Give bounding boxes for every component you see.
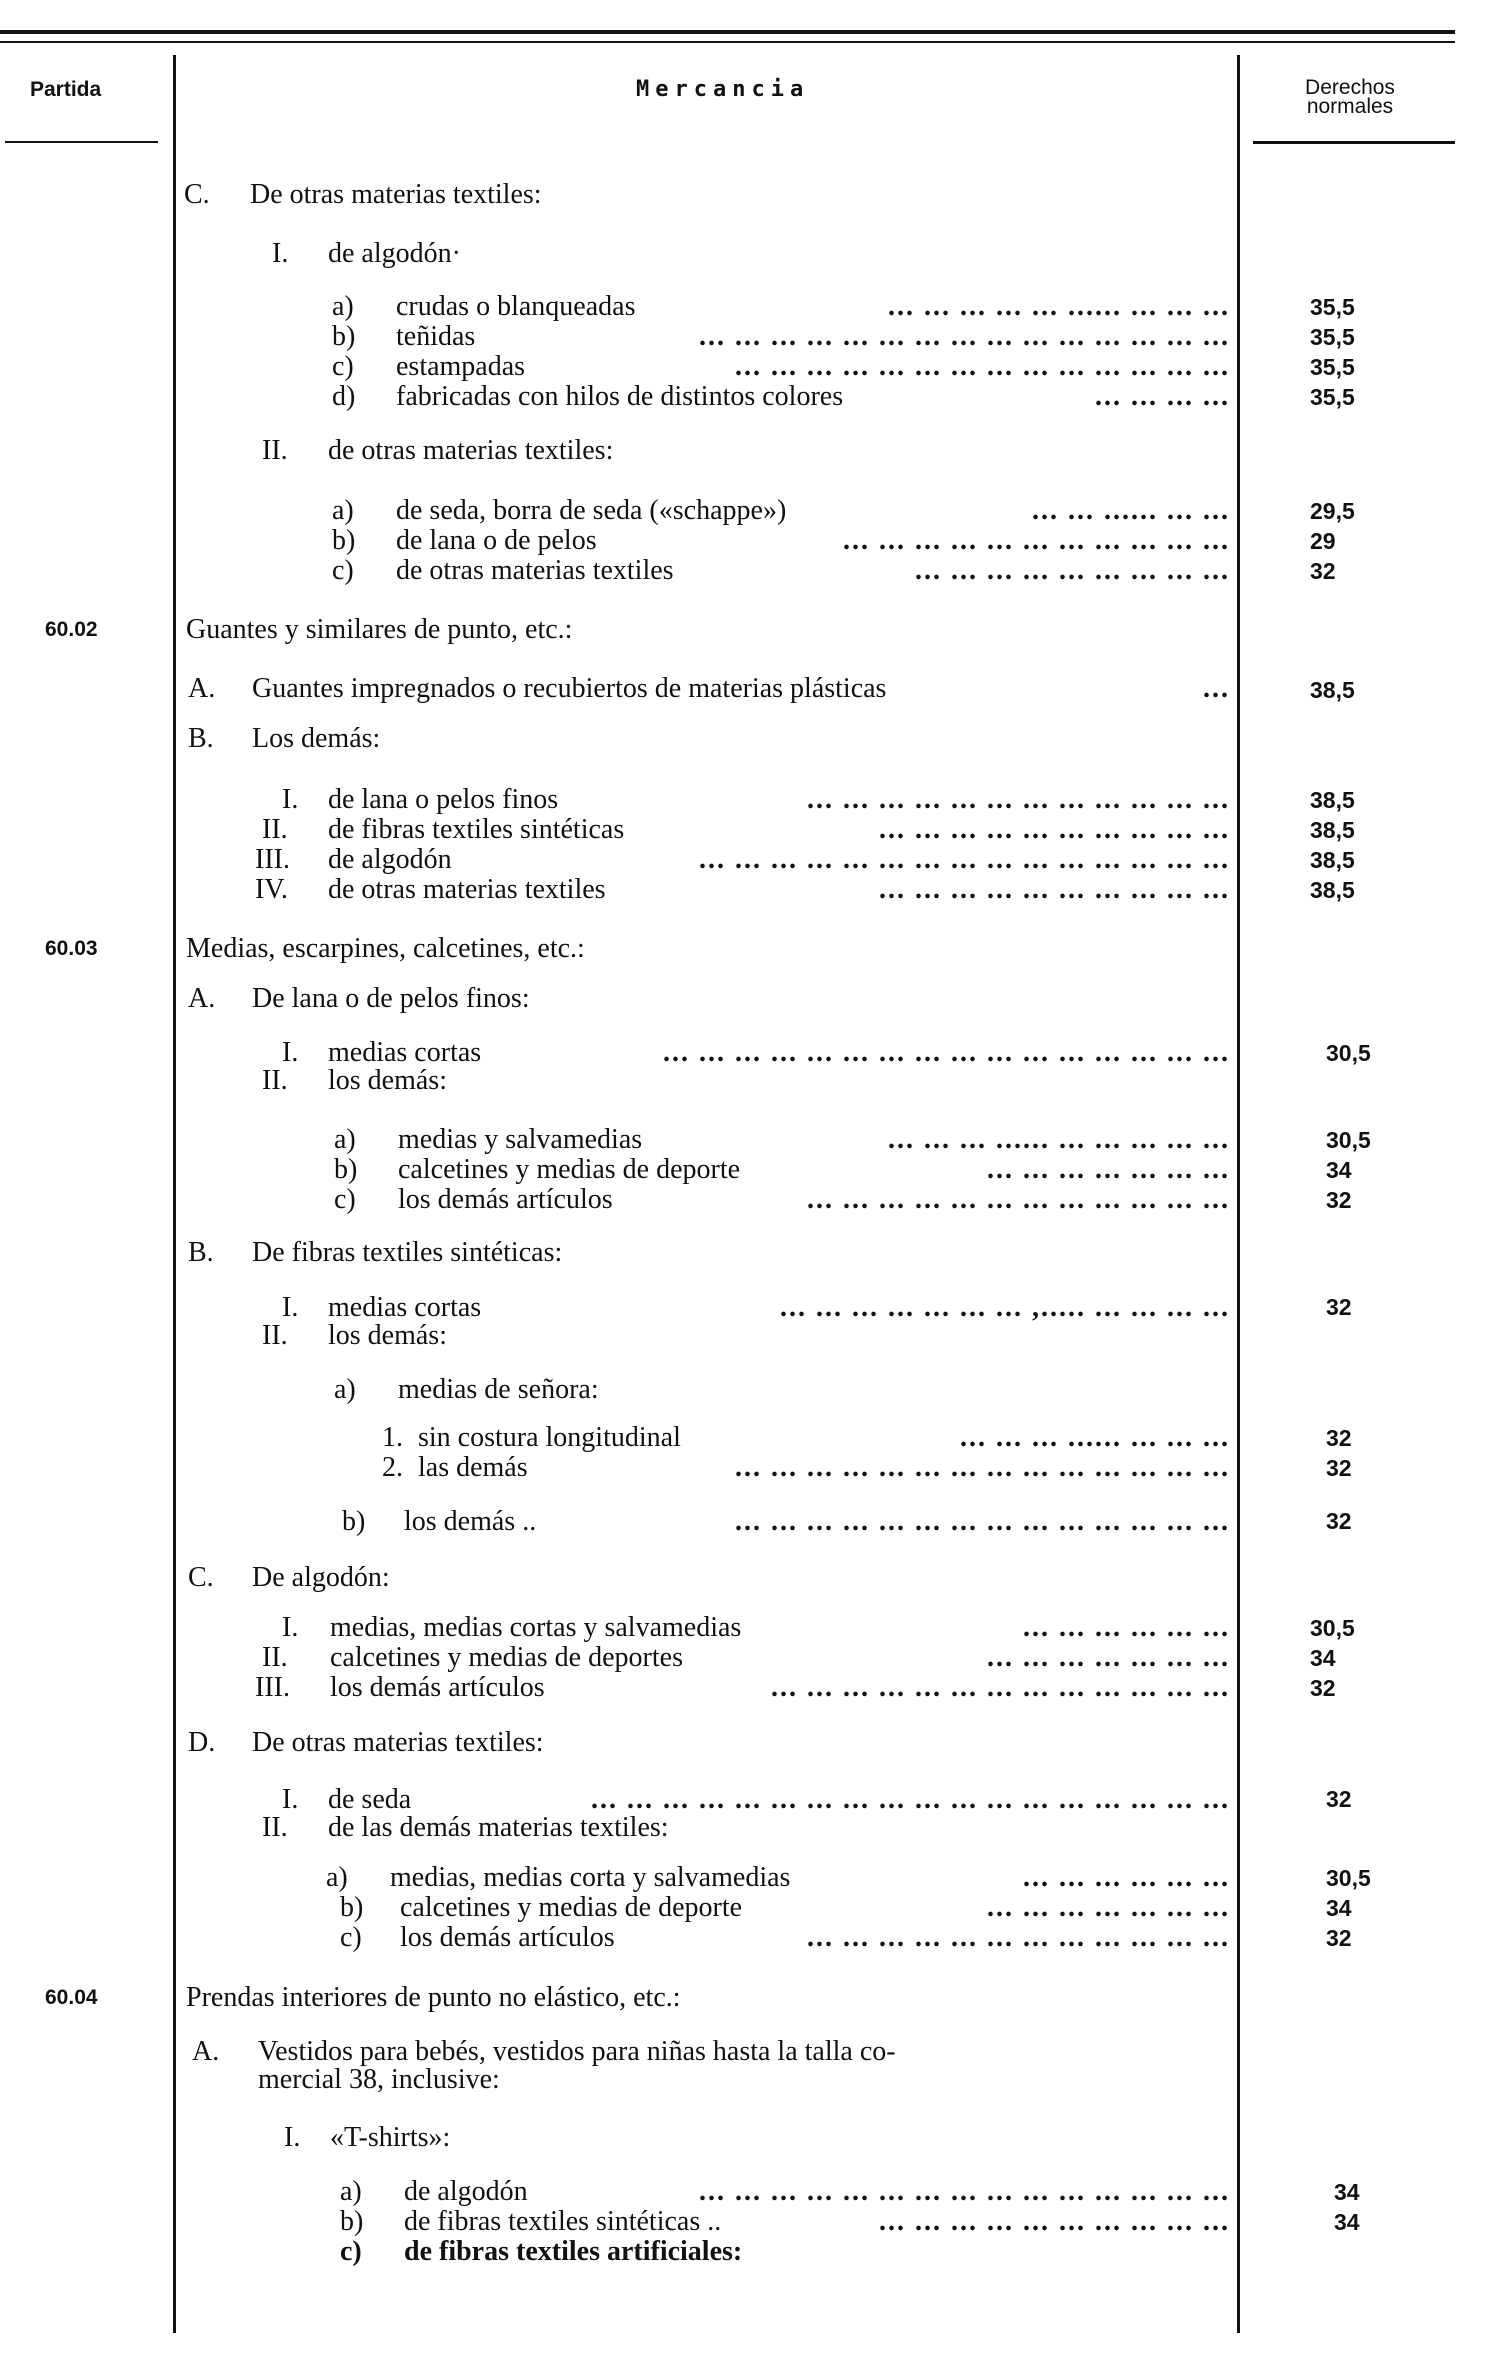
row-label: I. — [282, 1037, 299, 1068]
value-c-ii-c: 32 — [1310, 558, 1336, 584]
top-rule-thick — [0, 30, 1455, 34]
leader-dots: ... ... ... ... ... ... ... ... ... ... — [879, 814, 1230, 845]
row-text: los demás: — [328, 1320, 447, 1351]
leader-dots: ... ... ... ... ... ... ... ... ... ... — [879, 874, 1230, 905]
row-label: I. — [282, 784, 299, 815]
value-p-a-i-b: 34 — [1334, 2209, 1360, 2235]
row-text: De lana o de pelos finos: — [252, 983, 530, 1014]
row-text: Medias, escarpines, calcetines, etc.: — [186, 933, 585, 964]
row-text: Guantes y similares de punto, etc.: — [186, 614, 573, 645]
partida-6003: 60.03 — [45, 937, 98, 960]
row-label: a) — [334, 1124, 356, 1155]
row-label: C. — [184, 179, 210, 210]
row-label: II. — [262, 1065, 288, 1096]
row-text: medias, medias corta y salvamedias — [390, 1862, 791, 1893]
row-label: c) — [340, 2236, 362, 2267]
row-label: IV. — [255, 874, 288, 905]
row-text: medias cortas — [328, 1292, 482, 1323]
value-m-a-ii-a: 30,5 — [1326, 1127, 1371, 1153]
value-g-a: 38,5 — [1310, 677, 1355, 703]
row-label: A. — [192, 2036, 220, 2067]
row-text: sin costura longitudinal — [418, 1422, 681, 1453]
row-text: fabricadas con hilos de distintos colores — [396, 381, 844, 412]
leader-dots: ... ... ... ... ... ... ... ,..... ... ... ... ... — [780, 1292, 1230, 1323]
row-label: b) — [340, 2206, 364, 2237]
row-text-line1: Vestidos para bebés, vestidos para niñas hasta la talla co- — [258, 2036, 896, 2067]
value-c-i-d: 35,5 — [1310, 384, 1355, 410]
leader-dots: ... ... ... ... — [1095, 381, 1230, 412]
row-label: b) — [334, 1154, 358, 1185]
row-label: b) — [340, 1892, 364, 1923]
value-c-ii-b: 29 — [1310, 528, 1336, 554]
leader-dots: ... ... ... ... ... ... ... — [987, 1154, 1230, 1185]
value-c-i-b: 35,5 — [1310, 324, 1355, 350]
top-rule-thin — [0, 41, 1455, 43]
leader-dots: ... ... ... ... ... ... ... ... ... ... ... ... ... ... — [735, 1452, 1230, 1483]
row-text: De otras materias textiles: — [250, 179, 542, 210]
row-label: I. — [282, 1612, 299, 1643]
value-m-d-ii-c: 32 — [1326, 1925, 1352, 1951]
row-text: Prendas interiores de punto no elástico, etc.: — [186, 1982, 681, 2013]
row-p-a — [0, 2037, 1230, 2097]
value-m-b-i: 32 — [1326, 1294, 1352, 1320]
value-m-b-ii-a-1: 32 — [1326, 1425, 1352, 1451]
row-label: a) — [334, 1374, 356, 1405]
row-label: b) — [342, 1506, 366, 1537]
row-label: I. — [282, 1784, 299, 1815]
leader-dots: ... — [1203, 673, 1230, 704]
row-label: d) — [332, 381, 356, 412]
value-m-c-iii: 32 — [1310, 1675, 1336, 1701]
value-g-b-iii: 38,5 — [1310, 847, 1355, 873]
leader-dots: ... ... ... ... ... ... ... ... ... ... ... ... ... ... ... ... ... ... — [591, 1784, 1230, 1815]
leader-dots: ... ... ... ... ... ... ... — [987, 1642, 1230, 1673]
leader-dots: ... ... ... ... ... ... ... ... ... ... ... ... — [807, 1922, 1230, 1953]
row-text: calcetines y medias de deporte — [400, 1892, 743, 1923]
row-text: de lana o pelos finos — [328, 784, 559, 815]
leader-dots: ... ... ... ... ... ... — [1023, 1612, 1230, 1643]
row-text: de algodón· — [328, 238, 461, 269]
value-m-a-i: 30,5 — [1326, 1040, 1371, 1066]
row-label: A. — [188, 673, 216, 704]
row-text: medias, medias cortas y salvamedias — [330, 1612, 742, 1643]
row-text: Guantes impregnados o recubiertos de materias plásticas — [252, 673, 887, 704]
value-m-d-ii-a: 30,5 — [1326, 1865, 1371, 1891]
row-label: b) — [332, 525, 356, 556]
column-rule-right — [1237, 55, 1240, 2333]
row-label: III. — [255, 1672, 290, 1703]
header-partida: Partida — [30, 78, 102, 101]
row-text: medias cortas — [328, 1037, 482, 1068]
row-text: «T-shirts»: — [330, 2122, 451, 2153]
row-text: los demás artículos — [398, 1184, 613, 1215]
row-text: de lana o de pelos — [396, 525, 597, 556]
row-text: calcetines y medias de deporte — [398, 1154, 741, 1185]
row-text: calcetines y medias de deportes — [330, 1642, 683, 1673]
leader-dots: ... ... ... ...... ... ... ... — [960, 1422, 1230, 1453]
row-text: medias y salvamedias — [398, 1124, 643, 1155]
row-text: de las demás materias textiles: — [328, 1812, 669, 1843]
row-text: de seda, borra de seda («schappe») — [396, 495, 787, 526]
leader-dots: ... ... ... ... ... ... ... ... ... ... ... ... — [807, 784, 1230, 815]
row-text-line2: mercial 38, inclusive: — [258, 2064, 500, 2095]
value-m-d-ii-b: 34 — [1326, 1895, 1352, 1921]
leader-dots: ... ... ... ... ... ... — [1023, 1862, 1230, 1893]
leader-dots: ... ... ... ... ... ... ... ... ... ... ... — [843, 525, 1230, 556]
row-label: I. — [282, 1292, 299, 1323]
row-text: estampadas — [396, 351, 526, 382]
leader-dots: ... ... ...... ... ... — [1032, 495, 1230, 526]
header-rule-partida — [5, 141, 158, 143]
row-text: Los demás: — [252, 723, 381, 754]
row-text: crudas o blanqueadas — [396, 291, 636, 322]
row-text: de fibras textiles sintéticas .. — [404, 2206, 722, 2237]
row-label: II. — [262, 435, 288, 466]
header-derechos-line2: normales — [1306, 95, 1394, 118]
row-label: a) — [340, 2176, 362, 2207]
row-label: c) — [334, 1184, 356, 1215]
leader-dots: ... ... ... ...... ... ... ... ... ... — [888, 1124, 1230, 1155]
row-label: I. — [284, 2122, 301, 2153]
row-text: de algodón — [404, 2176, 528, 2207]
row-text: De otras materias textiles: — [252, 1727, 544, 1758]
leader-dots: ... ... ... ... ... ... ... ... ... — [915, 555, 1230, 586]
row-label: II. — [262, 1812, 288, 1843]
row-label: II. — [262, 1642, 288, 1673]
partida-6002: 60.02 — [45, 618, 98, 641]
row-label: b) — [332, 321, 356, 352]
value-g-b-i: 38,5 — [1310, 787, 1355, 813]
row-label: II. — [262, 814, 288, 845]
value-c-i-c: 35,5 — [1310, 354, 1355, 380]
row-label: III. — [255, 844, 290, 875]
row-text: los demás artículos — [330, 1672, 545, 1703]
value-m-a-ii-c: 32 — [1326, 1187, 1352, 1213]
row-label: C. — [188, 1562, 214, 1593]
leader-dots: ... ... ... ... ... ... ... ... ... ... ... ... ... ... ... — [699, 2176, 1230, 2207]
row-label: II. — [262, 1320, 288, 1351]
header-rule-derechos — [1253, 141, 1455, 144]
row-text: de otras materias textiles — [396, 555, 674, 586]
leader-dots: ... ... ... ... ... ... ... — [987, 1892, 1230, 1923]
leader-dots: ... ... ... ... ... ...... ... ... ... — [888, 291, 1230, 322]
leader-dots: ... ... ... ... ... ... ... ... ... ... ... ... ... ... ... ... — [663, 1037, 1230, 1068]
leader-dots: ... ... ... ... ... ... ... ... ... ... ... ... ... ... — [735, 1506, 1230, 1537]
row-label: 1. — [382, 1422, 403, 1453]
row-text: los demás: — [328, 1065, 447, 1096]
leader-dots: ... ... ... ... ... ... ... ... ... ... ... ... ... ... ... — [699, 321, 1230, 352]
value-m-a-ii-b: 34 — [1326, 1157, 1352, 1183]
value-p-a-i-a: 34 — [1334, 2179, 1360, 2205]
value-m-b-ii-a-2: 32 — [1326, 1455, 1352, 1481]
row-label: 2. — [382, 1452, 403, 1483]
value-m-c-i: 30,5 — [1310, 1615, 1355, 1641]
value-g-b-ii: 38,5 — [1310, 817, 1355, 843]
row-text: medias de señora: — [398, 1374, 599, 1405]
row-text: las demás — [418, 1452, 528, 1483]
row-text: de fibras textiles sintéticas — [328, 814, 625, 845]
row-text: De fibras textiles sintéticas: — [252, 1237, 563, 1268]
header-mercancia: Mercancia — [636, 77, 810, 102]
row-label: D. — [188, 1727, 216, 1758]
column-rule-left — [173, 55, 176, 2333]
leader-dots: ... ... ... ... ... ... ... ... ... ... ... ... — [807, 1184, 1230, 1215]
row-text: De algodón: — [252, 1562, 390, 1593]
header-derechos — [1275, 78, 1425, 116]
row-label: c) — [332, 555, 354, 586]
row-text: de otras materias textiles — [328, 874, 606, 905]
row-text: de fibras textiles artificiales: — [404, 2236, 743, 2267]
row-text: los demás artículos — [400, 1922, 615, 1953]
row-label: B. — [188, 1237, 214, 1268]
row-label: a) — [326, 1862, 348, 1893]
row-text: teñidas — [396, 321, 476, 352]
row-text: de otras materias textiles: — [328, 435, 614, 466]
row-label: a) — [332, 291, 354, 322]
header-derechos-line1: Derechos — [1305, 76, 1395, 99]
value-c-ii-a: 29,5 — [1310, 498, 1355, 524]
row-label: c) — [332, 351, 354, 382]
leader-dots: ... ... ... ... ... ... ... ... ... ... ... ... ... ... — [735, 351, 1230, 382]
partida-6004: 60.04 — [45, 1986, 98, 2009]
value-m-b-ii-b: 32 — [1326, 1508, 1352, 1534]
row-label: I. — [272, 238, 289, 269]
row-text: los demás .. — [404, 1506, 537, 1537]
row-label: B. — [188, 723, 214, 754]
row-text: de algodón — [328, 844, 452, 875]
row-text: de seda — [328, 1784, 412, 1815]
leader-dots: ... ... ... ... ... ... ... ... ... ... — [879, 2206, 1230, 2237]
row-label: a) — [332, 495, 354, 526]
row-label: c) — [340, 1922, 362, 1953]
value-m-d-i: 32 — [1326, 1786, 1352, 1812]
value-m-c-ii: 34 — [1310, 1645, 1336, 1671]
value-g-b-iv: 38,5 — [1310, 877, 1355, 903]
leader-dots: ... ... ... ... ... ... ... ... ... ... ... ... ... — [771, 1672, 1230, 1703]
value-c-i-a: 35,5 — [1310, 294, 1355, 320]
leader-dots: ... ... ... ... ... ... ... ... ... ... ... ... ... ... ... — [699, 844, 1230, 875]
row-label: A. — [188, 983, 216, 1014]
